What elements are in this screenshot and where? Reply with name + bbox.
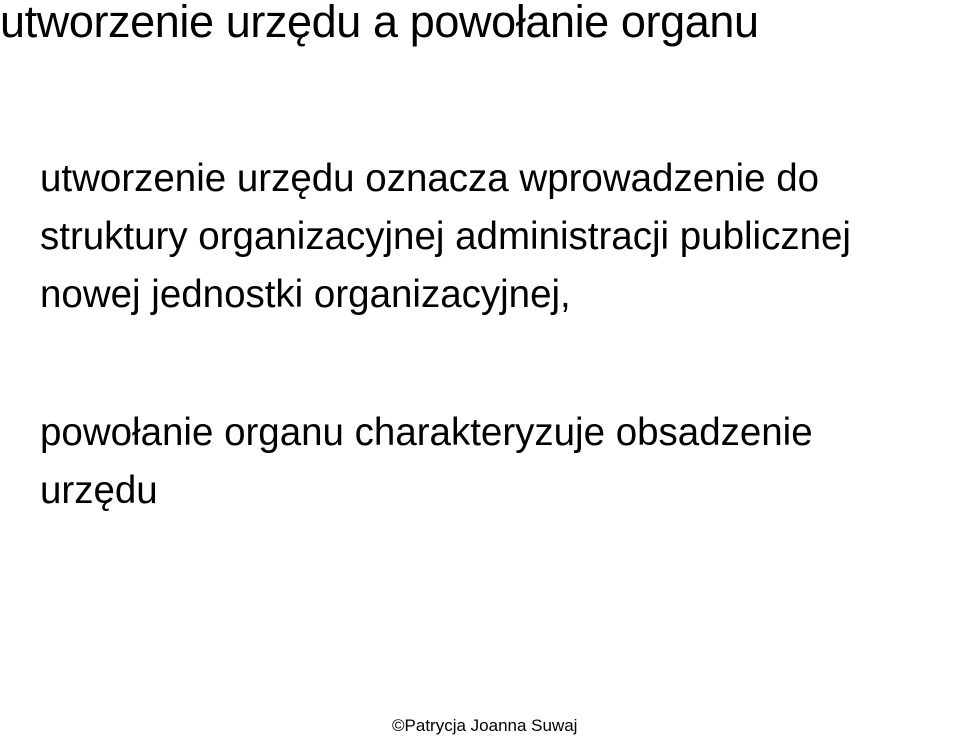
slide-title: utworzenie urzędu a powołanie organu (0, 0, 759, 47)
copyright-footer: ©Patrycja Joanna Suwaj (392, 716, 578, 735)
paragraph-office-creation: utworzenie urzędu oznacza wprowadzenie do struktury organizacyjnej administracji publicznej nowej jednostki organizacyjnej, (40, 157, 851, 316)
paragraph-organ-appointment: powołanie organu charakteryzuje obsadzenie urzędu (40, 411, 813, 512)
slide-content (40, 150, 940, 520)
